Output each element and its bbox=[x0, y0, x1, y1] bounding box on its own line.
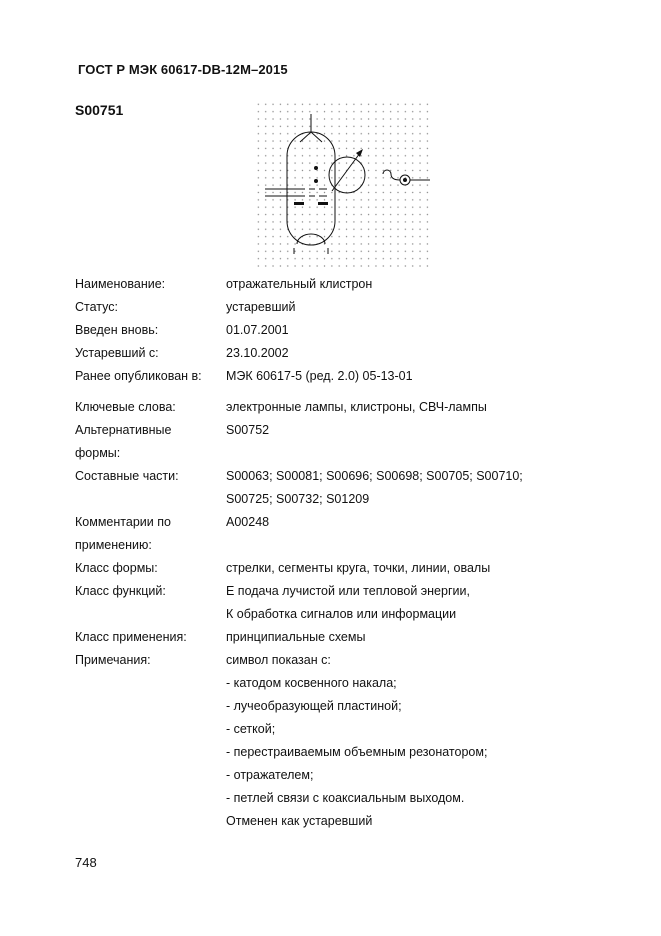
resonator-dot-lower bbox=[314, 179, 318, 183]
grid-bar-left bbox=[294, 202, 304, 205]
component-parts-value bbox=[226, 465, 575, 511]
row-obsolete-since bbox=[75, 342, 575, 365]
field-table bbox=[75, 273, 575, 833]
previously-published-label: Ранее опубликован в: bbox=[75, 369, 202, 383]
grid-bar-right bbox=[318, 202, 328, 205]
notes-label: Примечания: bbox=[75, 653, 151, 667]
application-comments-label bbox=[75, 511, 226, 557]
row-shape-class bbox=[75, 557, 575, 580]
shape-class-label: Класс формы: bbox=[75, 561, 158, 575]
component-parts-line: S00063; S00081; S00696; S00698; S00705; S00710; bbox=[226, 469, 523, 483]
status-label: Статус: bbox=[75, 300, 118, 314]
symbol-code: S00751 bbox=[75, 102, 124, 118]
component-parts-line: S00725; S00732; S01209 bbox=[226, 492, 370, 506]
notes-line: символ показан с: bbox=[226, 653, 331, 667]
row-function-class bbox=[75, 580, 575, 626]
row-application-comments bbox=[75, 511, 575, 557]
notes-line: - отражателем; bbox=[226, 768, 314, 782]
introduced-label: Введен вновь: bbox=[75, 323, 159, 337]
row-introduced bbox=[75, 319, 575, 342]
notes-line: Отменен как устаревший bbox=[226, 814, 373, 828]
function-class-line: К обработка сигналов или информации bbox=[226, 607, 457, 621]
notes-line: - перестраиваемым объемным резонатором; bbox=[226, 745, 488, 759]
application-comments-label-line: Комментарии по bbox=[75, 515, 171, 529]
row-name bbox=[75, 273, 575, 296]
dot-grid bbox=[255, 101, 432, 267]
previously-published-value: МЭК 60617-5 (ред. 2.0) 05-13-01 bbox=[226, 369, 413, 383]
notes-line: - катодом косвенного накала; bbox=[226, 676, 397, 690]
name-label: Наименование: bbox=[75, 277, 166, 291]
coaxial-output-inner bbox=[403, 178, 407, 182]
notes-line: - лучеобразующей пластиной; bbox=[226, 699, 402, 713]
notes-line: - сеткой; bbox=[226, 722, 276, 736]
name-value: отражательный клистрон bbox=[226, 277, 373, 291]
component-parts-label: Составные части: bbox=[75, 469, 179, 483]
alternative-forms-label-line: формы: bbox=[75, 446, 121, 460]
row-status bbox=[75, 296, 575, 319]
application-comments-value: A00248 bbox=[226, 515, 270, 529]
row-previously-published bbox=[75, 365, 575, 388]
row-component-parts bbox=[75, 465, 575, 511]
application-comments-label-line: применению: bbox=[75, 538, 152, 552]
function-class-label: Класс функций: bbox=[75, 584, 166, 598]
alternative-forms-label bbox=[75, 419, 226, 465]
function-class-line: Е подача лучистой или тепловой энергии, bbox=[226, 584, 470, 598]
row-keywords bbox=[75, 396, 575, 419]
alternative-forms-value: S00752 bbox=[226, 423, 270, 437]
status-value: устаревший bbox=[226, 300, 296, 314]
introduced-value: 01.07.2001 bbox=[226, 323, 289, 337]
keywords-label: Ключевые слова: bbox=[75, 400, 176, 414]
application-class-label: Класс применения: bbox=[75, 630, 187, 644]
page-number: 748 bbox=[75, 855, 97, 870]
obsolete-since-label: Устаревший с: bbox=[75, 346, 159, 360]
notes-value bbox=[226, 649, 575, 833]
notes-line: - петлей связи с коаксиальным выходом. bbox=[226, 791, 465, 805]
function-class-value bbox=[226, 580, 575, 626]
keywords-value: электронные лампы, клистроны, СВЧ-лампы bbox=[226, 400, 487, 414]
reflex-klystron-symbol bbox=[250, 96, 435, 268]
row-notes bbox=[75, 649, 575, 833]
application-class-value: принципиальные схемы bbox=[226, 630, 366, 644]
document-header: ГОСТ Р МЭК 60617-DB-12M–2015 bbox=[78, 62, 288, 77]
obsolete-since-value: 23.10.2002 bbox=[226, 346, 289, 360]
shape-class-value: стрелки, сегменты круга, точки, линии, овалы bbox=[226, 561, 491, 575]
resonator-dot-upper bbox=[314, 166, 318, 170]
row-alternative-forms bbox=[75, 419, 575, 465]
alternative-forms-label-line: Альтернативные bbox=[75, 423, 172, 437]
row-application-class bbox=[75, 626, 575, 649]
